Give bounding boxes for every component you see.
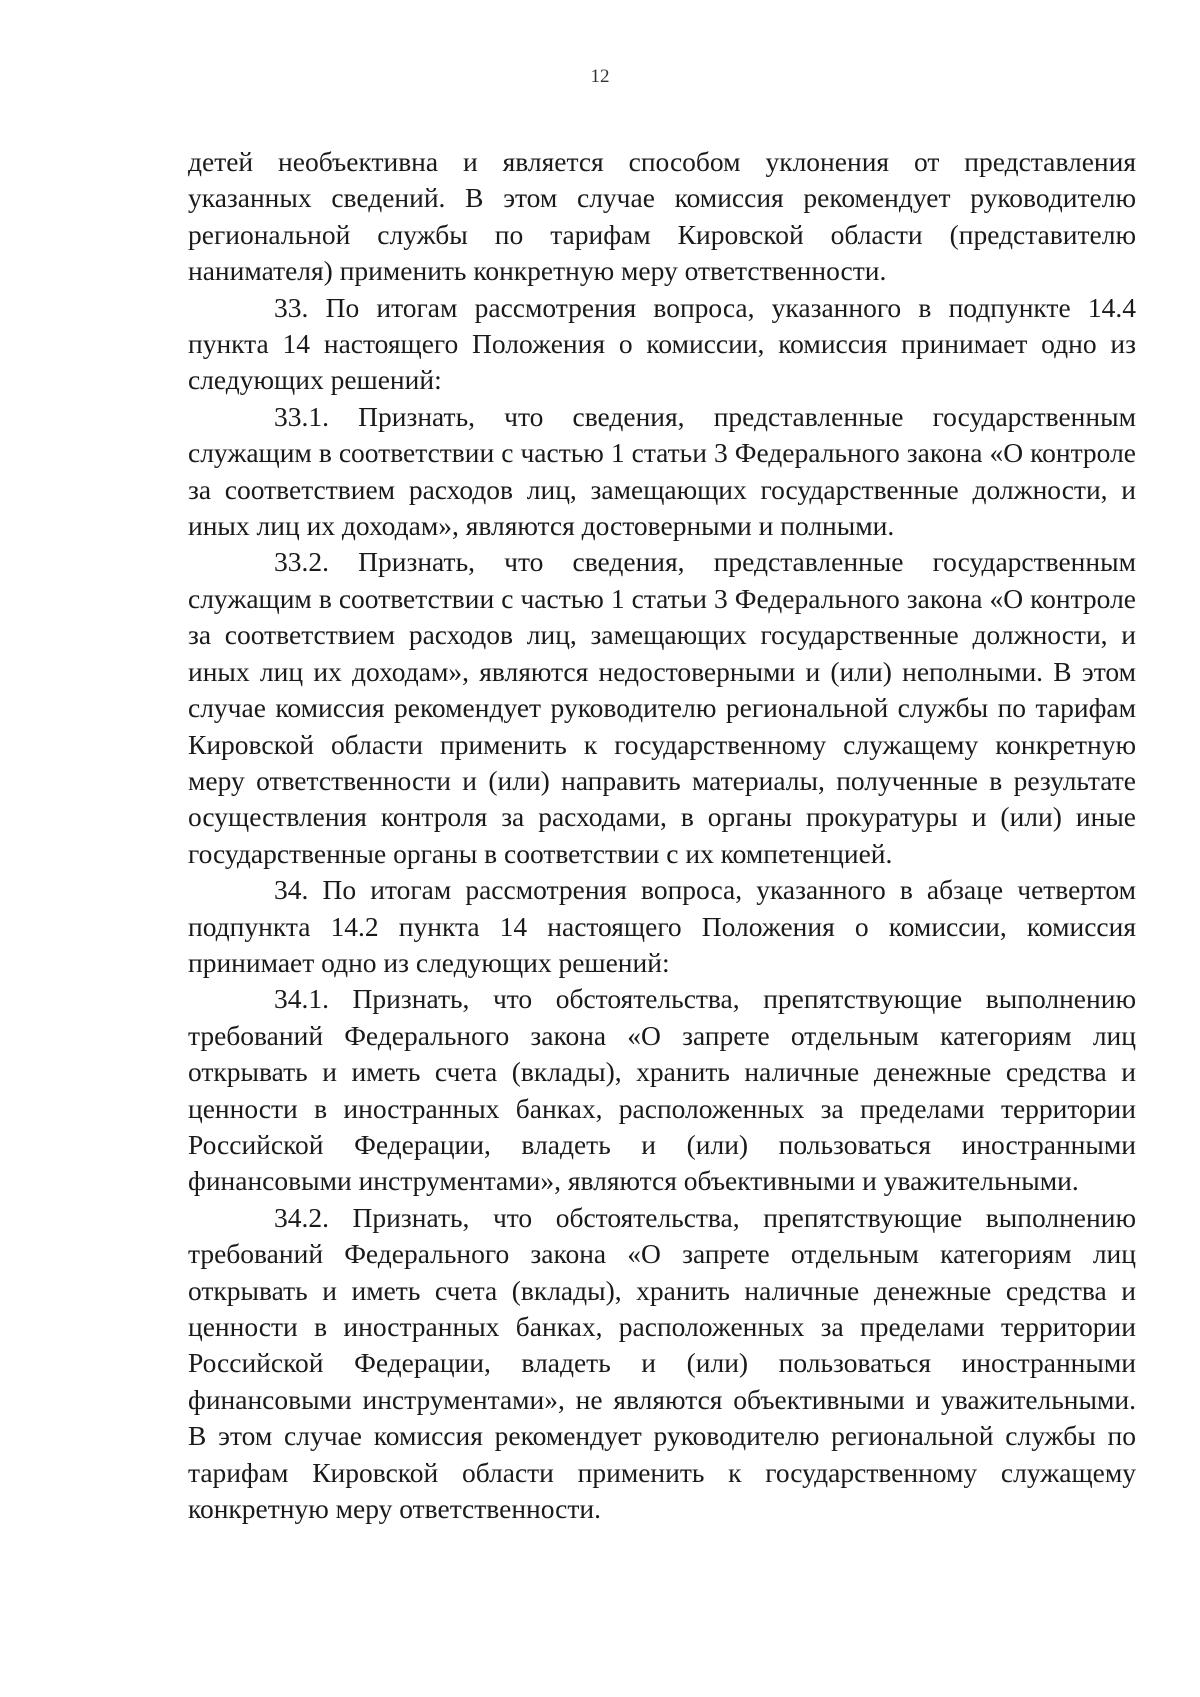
paragraph-33: 33. По итогам рассмотрения вопроса, указанного в подпункте 14.4 пункта 14 настоящего Положения о комиссии, комиссия принимает одно из следующих решений:	[188, 291, 1136, 396]
document-body	[188, 144, 1136, 1527]
page-number: 12	[590, 66, 610, 87]
paragraph-34: 34. По итогам рассмотрения вопроса, указанного в абзаце четвертом подпункта 14.2 пункта 14 настоящего Положения о комиссии, комиссия принимает одно из следующих решений:	[188, 874, 1136, 978]
paragraph-33-2: 33.2. Признать, что сведения, представленные государственным служащим в соответствии с частью 1 статьи 3 Федерального закона «О контроле за соответствием расходов лиц, замещающих государственные должности, и иных лиц их доходам», являются недостоверными и (или) неполными. В этом случае комиссия рекомендует руководителю региональной службы по тарифам Кировской области применить к государственному служащему конкретную меру ответственности и (или) направить материалы, полученные в результате осуществления контроля за расходами, в органы прокуратуры и (или) иные государственные органы в соответствии с их компетенцией.	[188, 546, 1136, 869]
paragraph-34-1: 34.1. Признать, что обстоятельства, препятствующие выполнению требований Федерального закона «О запрете отдельным категориям лиц открывать и иметь счета (вклады), хранить наличные денежные средства и ценности в иностранных банках, расположенных за пределами территории Российской Федерации, владеть и (или) пользоваться иностранными финансовыми инструментами», являются объективными и уважительными.	[188, 983, 1136, 1197]
paragraph-continuation: детей необъективна и является способом уклонения от представления указанных сведений. В этом случае комиссия рекомендует руководителю региональной службы по тарифам Кировской области (представителю нанимателя) применить конкретную меру ответственности.	[188, 146, 1136, 287]
paragraph-33-1: 33.1. Признать, что сведения, представленные государственным служащим в соответствии с частью 1 статьи 3 Федерального закона «О контроле за соответствием расходов лиц, замещающих государственные должности, и иных лиц их доходам», являются достоверными и полными.	[188, 400, 1136, 542]
paragraph-34-2: 34.2. Признать, что обстоятельства, препятствующие выполнению требований Федерального закона «О запрете отдельным категориям лиц открывать и иметь счета (вклады), хранить наличные денежные средства и ценности в иностранных банках, расположенных за пределами территории Российской Федерации, владеть и (или) пользоваться иностранными финансовыми инструментами», не являются объективными и уважительными. В этом случае комиссия рекомендует руководителю региональной службы по тарифам Кировской области применить к государственному служащему конкретную меру ответственности.	[188, 1201, 1136, 1525]
